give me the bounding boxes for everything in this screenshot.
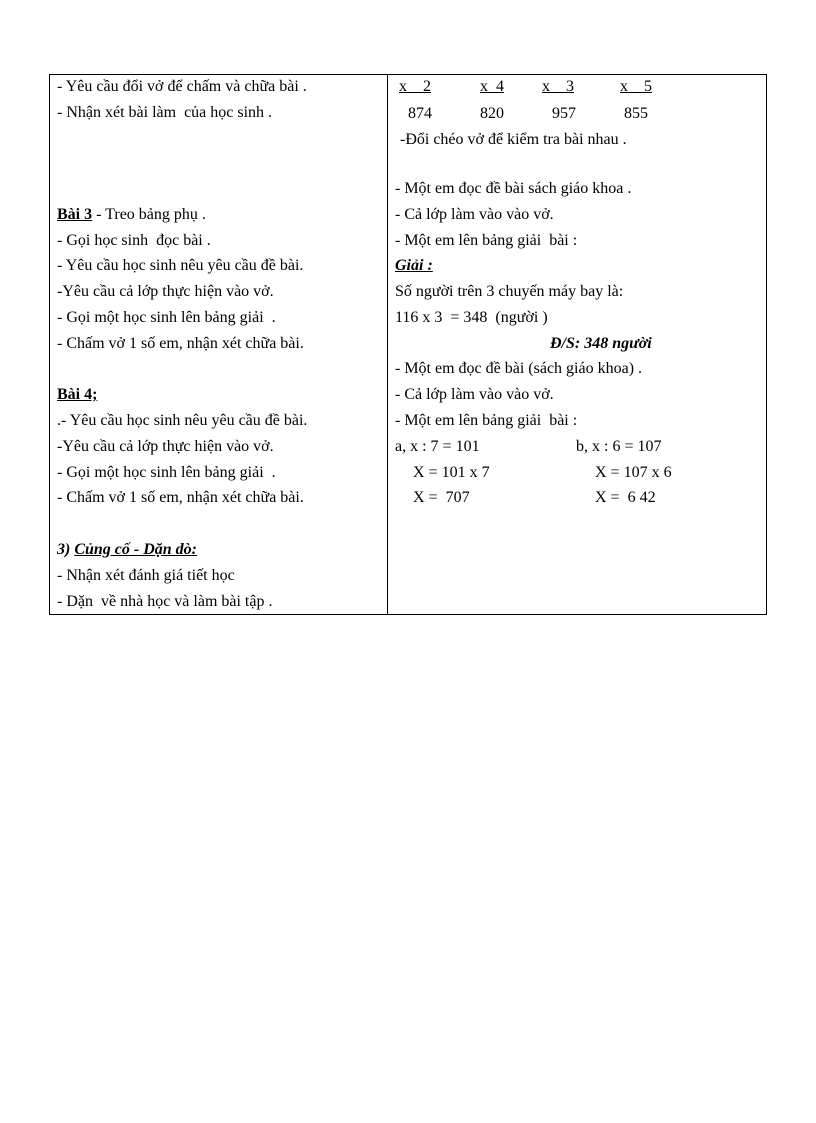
equation-b: X = 6 42 <box>595 489 656 506</box>
left-line: - Gọi một học sinh lên bảng giải . <box>57 464 276 481</box>
left-line: -Yêu cầu cả lớp thực hiện vào vở. <box>57 283 274 300</box>
mult-op: x 2 <box>399 78 431 95</box>
cungco-number: 3) <box>57 541 75 558</box>
left-line: .- Yêu cầu học sinh nêu yêu cầu đề bài. <box>57 412 308 429</box>
mult-result: 820 <box>480 105 504 122</box>
left-line: - Chấm vở 1 số em, nhận xét chữa bài. <box>57 489 304 506</box>
giai-heading: Giải : <box>395 257 433 274</box>
mult-result: 874 <box>408 105 432 122</box>
equation-a: a, x : 7 = 101 <box>395 438 480 455</box>
right-line: - Một em lên bảng giải bài : <box>395 232 578 249</box>
equation-b: b, x : 6 = 107 <box>576 438 662 455</box>
left-line: -Yêu cầu cả lớp thực hiện vào vở. <box>57 438 274 455</box>
cungco-title: Củng cố - Dặn dò: <box>74 541 198 558</box>
answer-line: Đ/S: 348 người <box>550 335 652 352</box>
left-line: - Yêu cầu đổi vở để chấm và chữa bài . <box>57 78 307 95</box>
right-line: - Một em đọc đề bài sách giáo khoa . <box>395 180 632 197</box>
mult-result: 957 <box>552 105 576 122</box>
left-line: - Chấm vở 1 số em, nhận xét chữa bài. <box>57 335 304 352</box>
equation-b: X = 107 x 6 <box>595 464 672 481</box>
equation-a: X = 707 <box>413 489 470 506</box>
right-line: 116 x 3 = 348 (người ) <box>395 309 548 326</box>
right-line: - Cả lớp làm vào vào vở. <box>395 206 554 223</box>
right-line: - Một em đọc đề bài (sách giáo khoa) . <box>395 360 643 377</box>
left-line: - Nhận xét đánh giá tiết học <box>57 567 235 584</box>
mult-op: x 3 <box>542 78 574 95</box>
mult-op: x 5 <box>620 78 652 95</box>
bai3-line <box>57 205 206 225</box>
left-line: - Gọi một học sinh lên bảng giải . <box>57 309 276 326</box>
lesson-table <box>49 74 767 615</box>
bai3-title: Bài 3 <box>57 206 93 223</box>
mult-op: x 4 <box>480 78 504 95</box>
right-line: -Đổi chéo vở để kiểm tra bài nhau . <box>400 131 627 148</box>
bai4-title: Bài 4; <box>57 386 98 403</box>
right-line: Số người trên 3 chuyến máy bay là: <box>395 283 624 300</box>
bai3-rest: - Treo bảng phụ . <box>92 206 206 223</box>
left-line: - Gọi học sinh đọc bài . <box>57 232 211 249</box>
mult-result: 855 <box>624 105 648 122</box>
right-line: - Một em lên bảng giải bài : <box>395 412 578 429</box>
left-line: - Dặn về nhà học và làm bài tập . <box>57 593 273 610</box>
column-divider <box>387 75 388 614</box>
right-line: - Cả lớp làm vào vào vở. <box>395 386 554 403</box>
left-line: - Yêu cầu học sinh nêu yêu cầu đề bài. <box>57 257 304 274</box>
cungco-heading <box>57 540 197 560</box>
left-line: - Nhận xét bài làm của học sinh . <box>57 104 273 121</box>
equation-a: X = 101 x 7 <box>413 464 490 481</box>
